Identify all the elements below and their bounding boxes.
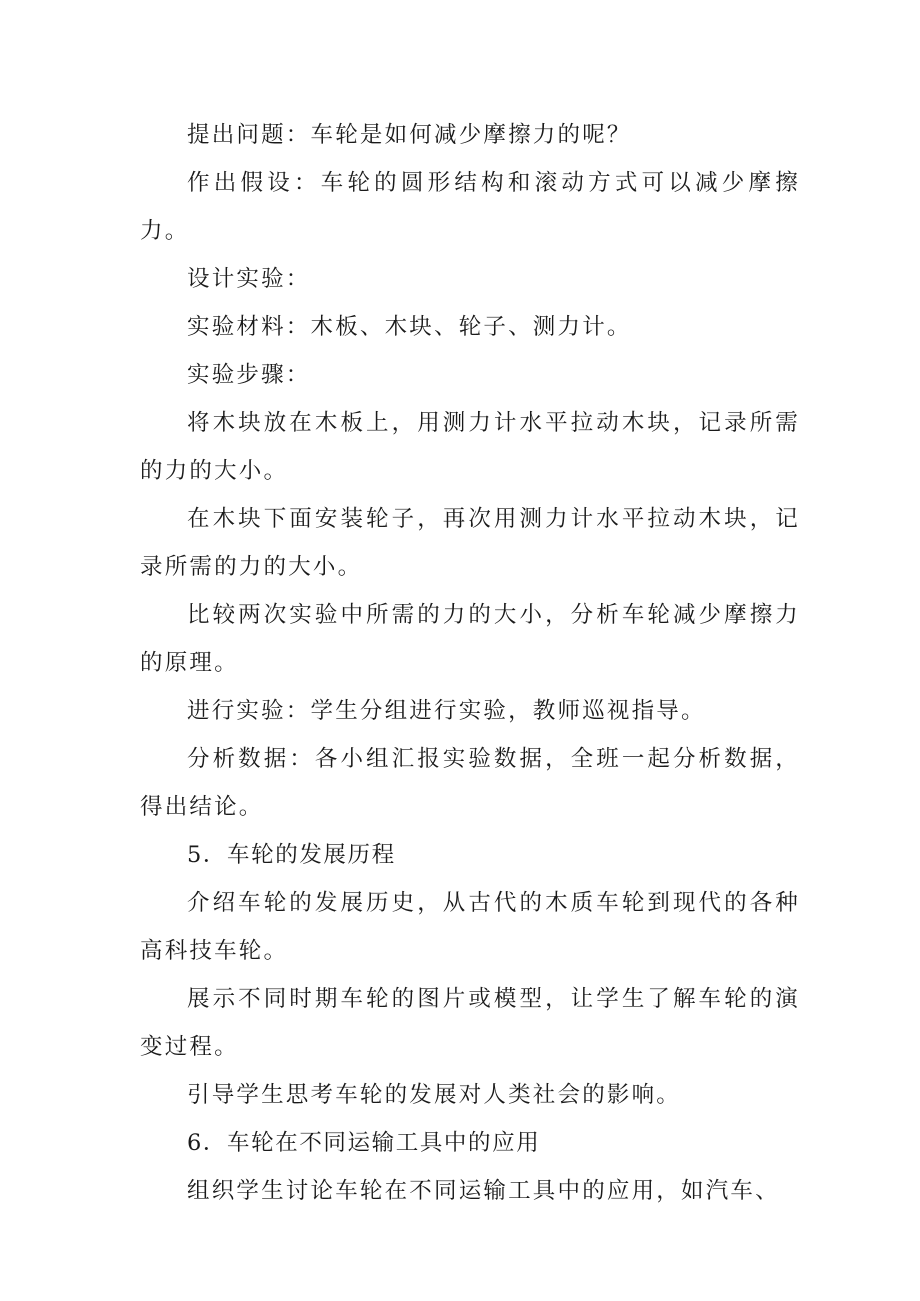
document-body [140,111,800,1215]
paragraph-design: 设计实验： [187,266,311,292]
paragraph-show-models: 展示不同时期车轮的图片或模型，让学生了解车轮的演变过程。 [140,986,800,1060]
paragraph-materials: 实验材料：木板、木块、轮子、测力计。 [187,314,632,340]
paragraph-history: 介绍车轮的发展历史，从古代的木质车轮到现代的各种高科技车轮。 [140,890,800,964]
paragraph-hypothesis: 作出假设：车轮的圆形结构和滚动方式可以减少摩擦力。 [140,170,800,244]
paragraph-steps: 实验步骤： [187,362,311,388]
paragraph-analysis: 分析数据：各小组汇报实验数据，全班一起分析数据，得出结论。 [140,746,800,820]
section-heading-5: 5．车轮的发展历程 [187,842,396,868]
paragraph-step-1: 将木块放在木板上，用测力计水平拉动木块，记录所需的力的大小。 [140,410,800,484]
paragraph-reflection: 引导学生思考车轮的发展对人类社会的影响。 [187,1082,682,1108]
paragraph-step-2: 在木块下面安装轮子，再次用测力计水平拉动木块，记录所需的力的大小。 [140,506,800,580]
paragraph-conduct: 进行实验：学生分组进行实验，教师巡视指导。 [187,698,706,724]
paragraph-step-3: 比较两次实验中所需的力的大小，分析车轮减少摩擦力的原理。 [140,602,800,676]
paragraph-discussion: 组织学生讨论车轮在不同运输工具中的应用，如汽车、 [187,1178,780,1204]
section-heading-6: 6．车轮在不同运输工具中的应用 [187,1130,541,1156]
paragraph-question: 提出问题：车轮是如何减少摩擦力的呢？ [187,122,632,148]
